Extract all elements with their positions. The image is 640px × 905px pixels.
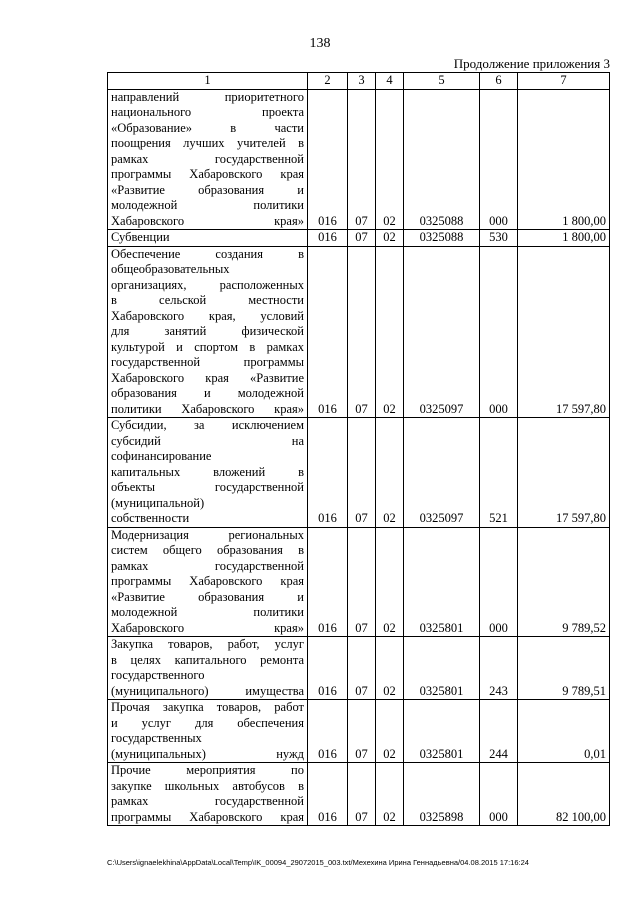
row-description	[108, 89, 308, 230]
expense-type-cell: 530	[480, 230, 518, 247]
expense-type-cell: 521	[480, 418, 518, 528]
expense-type-cell: 000	[480, 89, 518, 230]
description-line: систем общего образования в	[111, 543, 304, 557]
continuation-note: Продолжение приложения 3	[453, 56, 610, 71]
description-line: образования и молодежной	[111, 386, 304, 400]
ministry-code-cell: 016	[308, 230, 348, 247]
expense-type-cell: 000	[480, 246, 518, 418]
description-line: субсидий на	[111, 433, 304, 448]
file-path-footer: C:\Users\ignaelekhina\AppData\Local\Temp\IK_00094_29072015_003.txt/Мехехина Ирина Геннадьевна/04.08.2015 17:16:24	[107, 858, 529, 867]
ministry-code-cell: 016	[308, 246, 348, 418]
description-line: софинансирование	[111, 449, 212, 463]
target-article-cell: 0325088	[404, 89, 480, 230]
target-article-cell: 0325097	[404, 246, 480, 418]
table-body	[108, 89, 610, 826]
section-code-cell: 07	[348, 230, 376, 247]
section-code-cell: 07	[348, 763, 376, 826]
target-article-cell: 0325801	[404, 700, 480, 763]
table-row	[108, 637, 610, 700]
description-line: программы Хабаровского края	[111, 167, 304, 181]
row-description	[108, 230, 308, 247]
amount-cell: 17 597,80	[518, 246, 610, 418]
description-line: государственной программы	[111, 355, 304, 369]
description-line: Субсидии, за исключением	[111, 418, 304, 432]
subsection-code-cell: 02	[376, 246, 404, 418]
amount-cell: 0,01	[518, 700, 610, 763]
table-row	[108, 763, 610, 826]
ministry-code-cell: 016	[308, 763, 348, 826]
ministry-code-cell: 016	[308, 637, 348, 700]
description-line: Закупка товаров, работ, услуг	[111, 637, 304, 651]
table-row	[108, 89, 610, 230]
description-line: в сельской местности	[111, 293, 304, 307]
target-article-cell: 0325801	[404, 527, 480, 637]
page-number: 138	[309, 36, 331, 51]
description-line: государственного	[111, 668, 205, 682]
row-description	[108, 637, 308, 700]
description-line: «Развитие образования и	[111, 182, 304, 197]
description-line: Хабаровского края «Развитие	[111, 370, 304, 385]
subsection-code-cell: 02	[376, 418, 404, 528]
expense-type-cell: 243	[480, 637, 518, 700]
description-line: Прочие мероприятия по	[111, 763, 304, 777]
description-line: молодежной политики	[111, 605, 304, 619]
subsection-code-cell: 02	[376, 527, 404, 637]
description-line: молодежной политики	[111, 198, 304, 212]
description-line: в целях капитального ремонта	[111, 652, 304, 667]
amount-cell: 9 789,52	[518, 527, 610, 637]
section-code-cell: 07	[348, 527, 376, 637]
column-header-6: 6	[480, 73, 518, 90]
description-line: «Развитие образования и	[111, 589, 304, 604]
target-article-cell: 0325097	[404, 418, 480, 528]
column-header-2: 2	[308, 73, 348, 90]
expense-type-cell: 244	[480, 700, 518, 763]
column-header-7: 7	[518, 73, 610, 90]
ministry-code-cell: 016	[308, 527, 348, 637]
expense-type-cell: 000	[480, 763, 518, 826]
ministry-code-cell: 016	[308, 700, 348, 763]
description-line: рамках государственной	[111, 558, 304, 573]
description-line: рамках государственной	[111, 151, 304, 166]
table-row	[108, 700, 610, 763]
section-code-cell: 07	[348, 418, 376, 528]
header-row	[108, 73, 610, 90]
description-line: собственности	[111, 511, 190, 525]
description-line: программы Хабаровского края	[111, 809, 304, 824]
amount-cell: 17 597,80	[518, 418, 610, 528]
target-article-cell: 0325801	[404, 637, 480, 700]
budget-table	[107, 72, 610, 826]
section-code-cell: 07	[348, 89, 376, 230]
subsection-code-cell: 02	[376, 89, 404, 230]
description-line: Прочая закупка товаров, работ	[111, 700, 304, 714]
description-line: государственных	[111, 731, 202, 745]
description-line: национального проекта	[111, 105, 304, 119]
target-article-cell: 0325088	[404, 230, 480, 247]
description-line: и услуг для обеспечения	[111, 715, 304, 730]
description-line: «Образование» в части	[111, 120, 304, 135]
description-line: (муниципальной)	[111, 495, 205, 510]
description-line: (муниципального) имущества	[111, 683, 304, 698]
subsection-code-cell: 02	[376, 700, 404, 763]
description-line: направлений приоритетного	[111, 89, 304, 104]
description-line: Хабаровского края»	[111, 620, 304, 635]
description-line: объекты государственной	[111, 480, 304, 494]
section-code-cell: 07	[348, 700, 376, 763]
subsection-code-cell: 02	[376, 637, 404, 700]
amount-cell: 82 100,00	[518, 763, 610, 826]
table-row	[108, 230, 610, 247]
target-article-cell: 0325898	[404, 763, 480, 826]
description-line: (муниципальных) нужд	[111, 746, 304, 761]
amount-cell: 9 789,51	[518, 637, 610, 700]
column-header-5: 5	[404, 73, 480, 90]
description-line: культурой и спортом в рамках	[111, 339, 304, 354]
ministry-code-cell: 016	[308, 89, 348, 230]
amount-cell: 1 800,00	[518, 89, 610, 230]
description-line: общеобразовательных	[111, 262, 230, 276]
section-code-cell: 07	[348, 246, 376, 418]
table-row	[108, 527, 610, 637]
description-line: организациях, расположенных	[111, 277, 304, 292]
description-line: рамках государственной	[111, 794, 304, 808]
section-code-cell: 07	[348, 637, 376, 700]
table-row	[108, 246, 610, 418]
description-line: капитальных вложений в	[111, 464, 304, 479]
column-header-4: 4	[376, 73, 404, 90]
description-line: поощрения лучших учителей в	[111, 136, 304, 150]
table-row	[108, 418, 610, 528]
description-line: программы Хабаровского края	[111, 574, 304, 588]
description-line: закупке школьных автобусов в	[111, 778, 304, 793]
row-description	[108, 763, 308, 826]
description-line: Хабаровского края»	[111, 213, 304, 228]
expense-type-cell: 000	[480, 527, 518, 637]
row-description	[108, 246, 308, 418]
column-header-1: 1	[108, 73, 308, 90]
description-line: Хабаровского края, условий	[111, 308, 304, 323]
description-line: Обеспечение создания в	[111, 246, 304, 261]
amount-cell: 1 800,00	[518, 230, 610, 247]
column-header-3: 3	[348, 73, 376, 90]
subsection-code-cell: 02	[376, 230, 404, 247]
row-description	[108, 527, 308, 637]
subsection-code-cell: 02	[376, 763, 404, 826]
description-line: Субвенции	[111, 230, 170, 244]
description-line: Модернизация региональных	[111, 527, 304, 542]
row-description	[108, 700, 308, 763]
row-description	[108, 418, 308, 528]
ministry-code-cell: 016	[308, 418, 348, 528]
description-line: политики Хабаровского края»	[111, 401, 304, 416]
description-line: для занятий физической	[111, 324, 304, 338]
